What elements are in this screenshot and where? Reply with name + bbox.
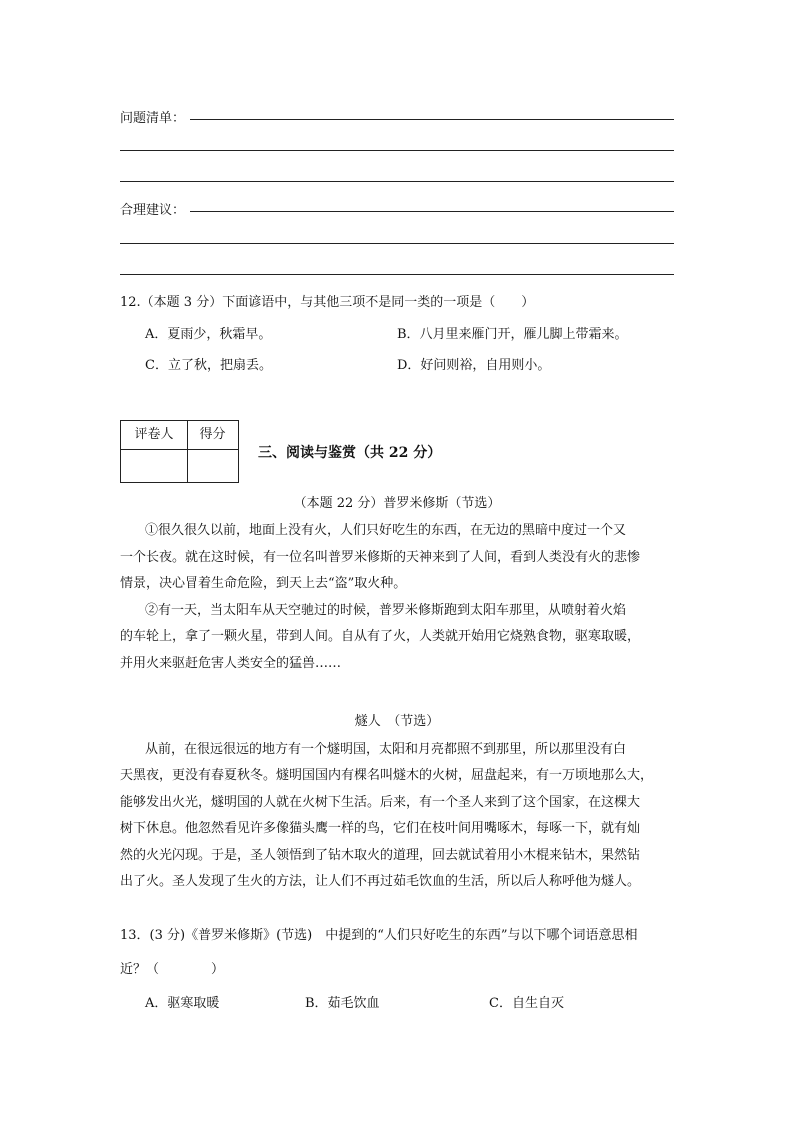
grader-field[interactable]	[121, 449, 187, 482]
q12-option-c: C．立了秋，把扇丢。	[145, 358, 272, 373]
score-label: 得分	[199, 427, 226, 442]
passage1-title: （本题 22 分）普罗米修斯（节选）	[293, 496, 501, 511]
grader-label: 评卷人	[134, 427, 174, 442]
q12-option-a: A．夏雨少，秋霜早。	[145, 327, 272, 342]
q13-option-a: A．驱寒取暖	[145, 996, 220, 1011]
passage2-line-6: 出了火。圣人发现了生火的方法，让人们不再过茹毛饮血的生活，所以后人称呼他为燧人。	[120, 874, 641, 889]
passage1-p2-line-3: 并用火来驱赶危害人类安全的猛兽……	[120, 656, 342, 671]
problem-list-label: 问题清单：	[120, 111, 186, 126]
passage1-p1-line-2: 一个长夜。就在这时候，有一位名叫普罗米修斯的天神来到了人间，看到人类没有火的悲惨	[120, 550, 641, 565]
suggestion-label: 合理建议：	[120, 203, 186, 218]
problem-list-line-1	[190, 119, 674, 120]
suggestion-line-2	[120, 243, 674, 244]
section-title: 三、阅读与鉴赏（共 22 分）	[258, 445, 442, 461]
passage2-line-2: 天黑夜，更没有春夏秋冬。燧明国国内有棵名叫燧木的火树，屈盘起来，有一万顷地那么大，	[120, 768, 654, 783]
passage2-line-3: 能够发出火光，燧明国的人就在火树下生活。后来，有一个圣人来到了这个国家，在这棵大	[120, 795, 641, 810]
problem-list-line-3	[120, 181, 674, 182]
q13-option-c: C．自生自灭	[489, 996, 564, 1011]
q13-stem-line-1: 13．(3 分)《普罗米修斯》(节选) 中提到的“人们只好吃生的东西”与以下哪个词语意思相	[120, 928, 638, 943]
q13-stem-line-2: 近？（ ）	[120, 962, 225, 977]
q12-option-d: D．好问则裕，自用则小。	[397, 358, 551, 373]
passage1-p2-line-2: 的车轮上，拿了一颗火星，带到人间。自从有了火，人类就开始用它烧熟食物，驱寒取暖，	[120, 629, 641, 644]
passage2-title: 燧人 （节选）	[354, 714, 440, 729]
passage2-line-5: 然的火光闪现。于是，圣人领悟到了钻木取火的道理，回去就试着用小木棍来钻木，果然钻	[120, 848, 641, 863]
q12-option-b: B．八月里来雁门开，雁儿脚上带霜来。	[397, 327, 628, 342]
passage2-line-4: 树下休息。他忽然看见许多像猫头鹰一样的鸟，它们在枝叶间用嘴啄木，每啄一下，就有灿	[120, 821, 641, 836]
passage1-p2-line-1: ②有一天，当太阳车从天空驰过的时候，普罗米修斯跑到太阳车那里，从喷射着火焰	[145, 603, 627, 618]
q13-option-b: B．茹毛饮血	[305, 996, 380, 1011]
passage1-p1-line-3: 情景，决心冒着生命危险，到天上去“盗”取火种。	[120, 576, 407, 591]
suggestion-line-3	[120, 274, 674, 275]
score-box	[120, 420, 239, 483]
passage2-line-1: 从前，在很远很远的地方有一个燧明国，太阳和月亮都照不到那里，所以那里没有白	[145, 742, 627, 757]
q12-stem: 12.（本题 3 分）下面谚语中，与其他三项不是同一类的一项是（ ）	[120, 295, 535, 310]
suggestion-line-1	[190, 211, 674, 212]
passage1-p1-line-1: ①很久很久以前，地面上没有火，人们只好吃生的东西，在无边的黑暗中度过一个又	[145, 523, 627, 538]
score-field[interactable]	[187, 449, 238, 482]
problem-list-line-2	[120, 150, 674, 151]
